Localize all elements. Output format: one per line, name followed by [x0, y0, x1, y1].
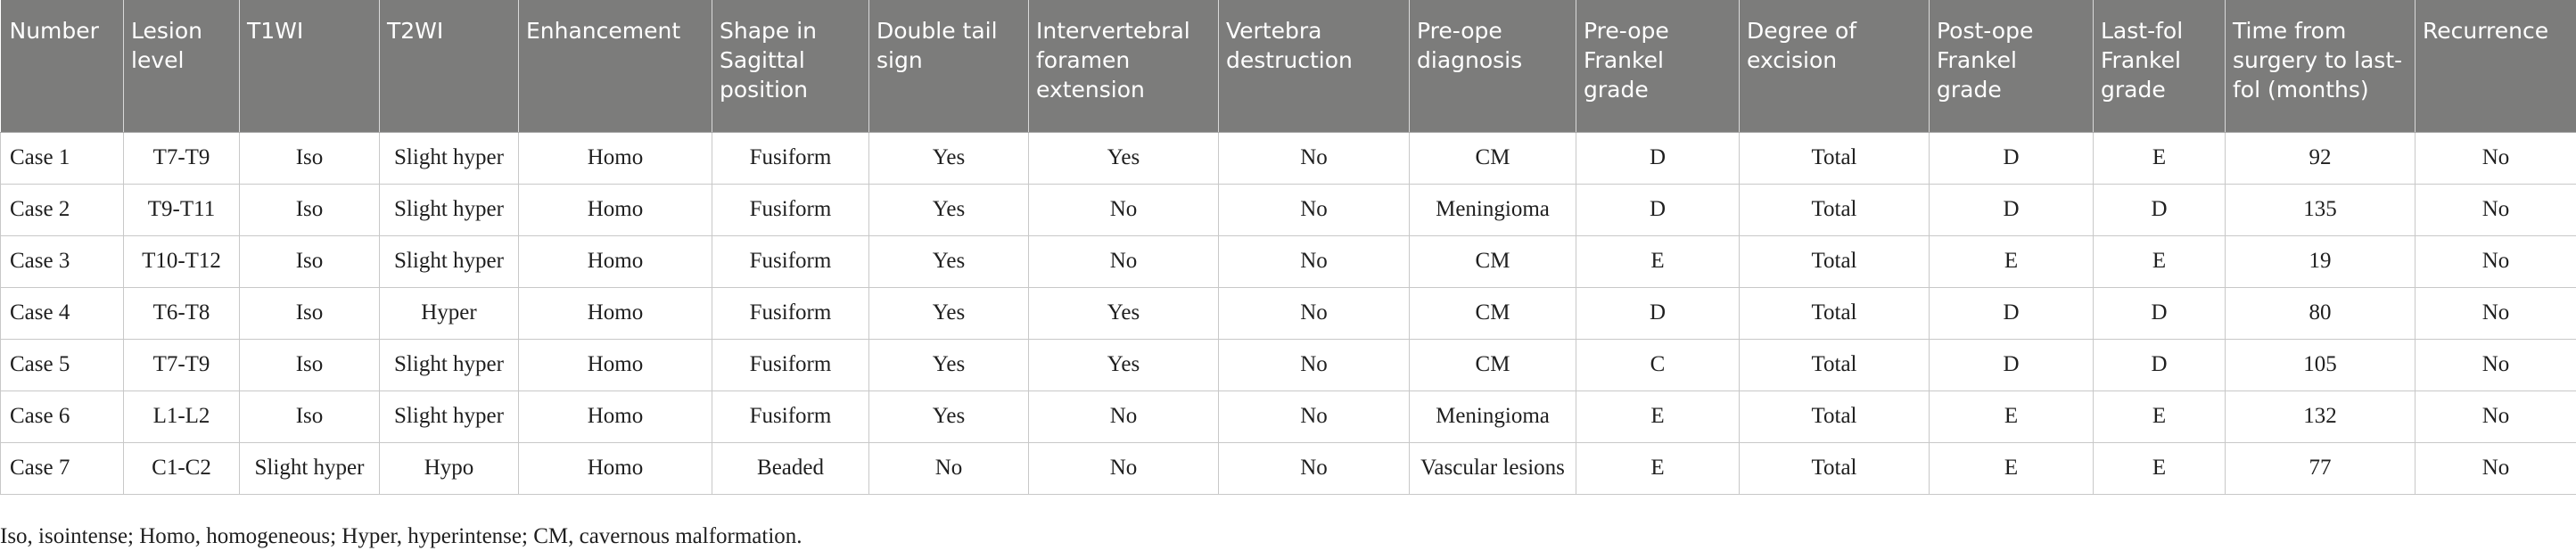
table-cell: Yes	[869, 339, 1029, 390]
table-cell: T10-T12	[124, 235, 240, 287]
column-header: Pre-ope diagnosis	[1410, 0, 1576, 132]
case-number-cell: Case 1	[1, 132, 124, 184]
table-body	[1, 132, 2576, 494]
table-cell: Fusiform	[712, 184, 869, 235]
table-cell: Fusiform	[712, 339, 869, 390]
table-cell: Homo	[519, 339, 712, 390]
table-cell: Yes	[1029, 339, 1219, 390]
table-cell: Fusiform	[712, 390, 869, 442]
column-header: Last-fol Frankel grade	[2094, 0, 2226, 132]
table-cell: E	[2094, 235, 2226, 287]
table-cell: Beaded	[712, 442, 869, 494]
table-cell: E	[2094, 442, 2226, 494]
table-cell: CM	[1410, 339, 1576, 390]
table-cell: No	[1029, 235, 1219, 287]
table-cell: Total	[1740, 132, 1930, 184]
table-cell: Yes	[869, 235, 1029, 287]
table-cell: Total	[1740, 184, 1930, 235]
table-cell: Vascular lesions	[1410, 442, 1576, 494]
table-row	[1, 132, 2576, 184]
table-cell: Fusiform	[712, 287, 869, 339]
column-header: Time from surgery to last-fol (months)	[2226, 0, 2416, 132]
table-cell: No	[1219, 235, 1410, 287]
table-cell: No	[2416, 390, 2576, 442]
table-cell: Slight hyper	[380, 184, 519, 235]
table-cell: Homo	[519, 132, 712, 184]
table-cell: E	[1930, 235, 2094, 287]
table-cell: Yes	[869, 287, 1029, 339]
table-cell: Iso	[240, 132, 380, 184]
case-number-cell: Case 2	[1, 184, 124, 235]
table-cell: D	[1930, 339, 2094, 390]
table-cell: Fusiform	[712, 235, 869, 287]
column-header: Vertebra destruction	[1219, 0, 1410, 132]
table-cell: Yes	[1029, 132, 1219, 184]
table-cell: No	[1219, 184, 1410, 235]
table-cell: Iso	[240, 339, 380, 390]
table-cell: Slight hyper	[380, 132, 519, 184]
table-cell: Total	[1740, 339, 1930, 390]
table-cell: Meningioma	[1410, 390, 1576, 442]
column-header: Number	[1, 0, 124, 132]
table-cell: Total	[1740, 442, 1930, 494]
table-cell: Iso	[240, 390, 380, 442]
table-cell: Homo	[519, 390, 712, 442]
column-header: Intervertebral foramen extension	[1029, 0, 1219, 132]
column-header: Double tail sign	[869, 0, 1029, 132]
table-cell: No	[1219, 390, 1410, 442]
column-header: T2WI	[380, 0, 519, 132]
column-header: T1WI	[240, 0, 380, 132]
table-cell: No	[2416, 132, 2576, 184]
table-cell: No	[1219, 442, 1410, 494]
table-cell: E	[1576, 442, 1740, 494]
table-cell: E	[1930, 390, 2094, 442]
table-cell: E	[2094, 132, 2226, 184]
table-cell: Yes	[1029, 287, 1219, 339]
table-row	[1, 184, 2576, 235]
table-cell: 105	[2226, 339, 2416, 390]
table-cell: Slight hyper	[240, 442, 380, 494]
table-cell: No	[2416, 442, 2576, 494]
table-cell: No	[1219, 132, 1410, 184]
table-cell: Homo	[519, 287, 712, 339]
table-cell: Total	[1740, 235, 1930, 287]
table-cell: Total	[1740, 287, 1930, 339]
table-cell: 80	[2226, 287, 2416, 339]
table-cell: D	[1930, 184, 2094, 235]
table-cell: Slight hyper	[380, 235, 519, 287]
table-cell: T6-T8	[124, 287, 240, 339]
table-cell: Homo	[519, 184, 712, 235]
table-cell: D	[1576, 287, 1740, 339]
table-cell: Meningioma	[1410, 184, 1576, 235]
table-row	[1, 235, 2576, 287]
table-cell: 77	[2226, 442, 2416, 494]
table-cell: No	[2416, 339, 2576, 390]
table-cell: E	[1930, 442, 2094, 494]
table-cell: E	[2094, 390, 2226, 442]
column-header: Shape in Sagittal position	[712, 0, 869, 132]
table-cell: CM	[1410, 287, 1576, 339]
table-cell: D	[1576, 184, 1740, 235]
column-header: Degree of excision	[1740, 0, 1930, 132]
table-header-row	[1, 0, 2576, 132]
column-header: Enhancement	[519, 0, 712, 132]
table-cell: Fusiform	[712, 132, 869, 184]
case-number-cell: Case 6	[1, 390, 124, 442]
table-cell: No	[1029, 442, 1219, 494]
column-header: Post-ope Frankel grade	[1930, 0, 2094, 132]
case-number-cell: Case 4	[1, 287, 124, 339]
table-cell: T7-T9	[124, 339, 240, 390]
table-cell: C1-C2	[124, 442, 240, 494]
table-cell: No	[2416, 287, 2576, 339]
table-cell: Slight hyper	[380, 339, 519, 390]
table-row	[1, 390, 2576, 442]
table-cell: No	[2416, 235, 2576, 287]
table-cell: 92	[2226, 132, 2416, 184]
column-header: Pre-ope Frankel grade	[1576, 0, 1740, 132]
table-cell: T9-T11	[124, 184, 240, 235]
table-cell: D	[1930, 287, 2094, 339]
table-cell: No	[1219, 287, 1410, 339]
table-cell: Homo	[519, 235, 712, 287]
table-cell: C	[1576, 339, 1740, 390]
table-row	[1, 287, 2576, 339]
table-cell: Hypo	[380, 442, 519, 494]
table-cell: No	[1219, 339, 1410, 390]
table-row	[1, 442, 2576, 494]
table-cell: CM	[1410, 132, 1576, 184]
case-number-cell: Case 7	[1, 442, 124, 494]
table-cell: Hyper	[380, 287, 519, 339]
case-number-cell: Case 3	[1, 235, 124, 287]
column-header: Recurrence	[2416, 0, 2576, 132]
case-number-cell: Case 5	[1, 339, 124, 390]
table-cell: Iso	[240, 287, 380, 339]
table-cell: 135	[2226, 184, 2416, 235]
table-cell: Yes	[869, 184, 1029, 235]
table-cell: Yes	[869, 132, 1029, 184]
table-cell: No	[1029, 184, 1219, 235]
table-cell: 19	[2226, 235, 2416, 287]
column-header: Lesion level	[124, 0, 240, 132]
table-row	[1, 339, 2576, 390]
table-cell: T7-T9	[124, 132, 240, 184]
table-cell: L1-L2	[124, 390, 240, 442]
table-cell: E	[1576, 390, 1740, 442]
table-footnote: Iso, isointense; Homo, homogeneous; Hyper, hyperintense; CM, cavernous malformation.	[0, 524, 802, 548]
table-cell: D	[1576, 132, 1740, 184]
table-cell: CM	[1410, 235, 1576, 287]
table-cell: No	[869, 442, 1029, 494]
table-cell: D	[2094, 184, 2226, 235]
table-cell: Homo	[519, 442, 712, 494]
table-cell: No	[1029, 390, 1219, 442]
table-cell: Iso	[240, 235, 380, 287]
table-cell: E	[1576, 235, 1740, 287]
table-cell: No	[2416, 184, 2576, 235]
table-cell: Total	[1740, 390, 1930, 442]
table-cell: Slight hyper	[380, 390, 519, 442]
table-cell: Yes	[869, 390, 1029, 442]
table-cell: D	[2094, 339, 2226, 390]
table-cell: D	[2094, 287, 2226, 339]
table-cell: Iso	[240, 184, 380, 235]
table-cell: 132	[2226, 390, 2416, 442]
table-cell: D	[1930, 132, 2094, 184]
